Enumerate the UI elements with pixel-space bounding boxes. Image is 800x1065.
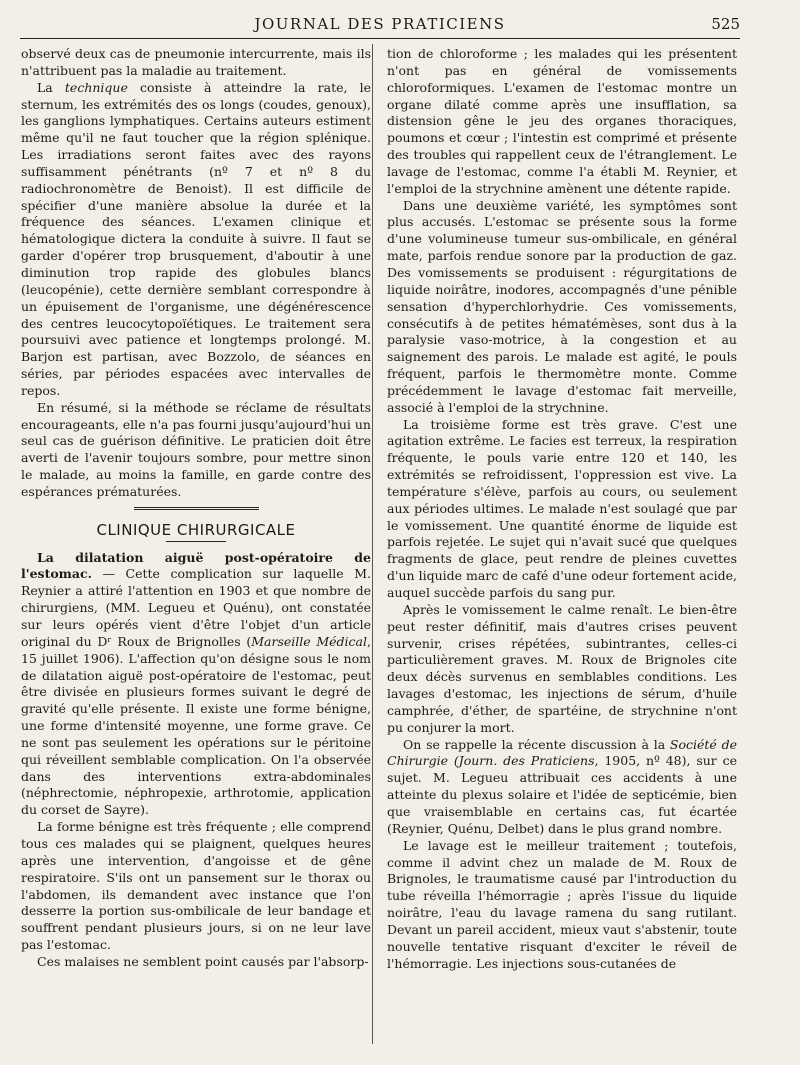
paragraph bbox=[21, 80, 371, 400]
journal-title: JOURNAL DES PRATICIENS bbox=[254, 15, 506, 33]
right-column bbox=[387, 46, 737, 972]
title-rule bbox=[166, 541, 226, 542]
paragraph bbox=[387, 737, 737, 838]
article-title: La dilatation aiguë post-opératoire de l'estomac. bbox=[21, 549, 371, 582]
text-run: — Cette complication sur laquelle M. Reynier a attiré l'attention en 1903 et que nombre de chirurgiens, (MM. Legueu et Quénu), ont constatée sur leurs opérés vient d'être l'objet d'un article original du Dʳ Roux de Brignolles ( bbox=[21, 566, 371, 649]
left-column bbox=[21, 46, 371, 971]
italic-text: Marseille Médical bbox=[251, 633, 367, 649]
paragraph bbox=[21, 550, 371, 820]
text-run: La bbox=[37, 79, 65, 95]
text-run: , 1905, nº 48), sur ce sujet. M. Legueu attribuait ces accidents à une atteinte du plexus solaire et l'idée de septicémie, bien que vraisemblable en certains cas, fut écartée (Reynier, Quénu, Delbet) dans le plus grand nombre. bbox=[387, 753, 737, 836]
section-title: CLINIQUE CHIRURGICALE bbox=[96, 520, 296, 539]
text-run: consiste à atteindre la rate, le sternum, les extrémités des os longs (coudes, genoux), les ganglions lymphatiques. Certains auteurs estiment même qu'il ne faut toucher que la région splénique. Les irradiations seront faites avec des rayons suffisamment pénétrants (nº 7 et nº 8 du radiochronomètre de Benoist). Il est difficile de spécifier d'une manière absolue la durée et la fréquence des séances. L'examen clinique et hématologique dictera la conduite à suivre. Il faut se garder d'opérer trop brusquement, d'aboutir à une diminution trop rapide des globules blancs (leucopénie), cette dernière semblant correspondre à un épuisement de l'organisme, une dégénérescence des centres leucocytopoïétiques. Le traitement sera poursuivi avec patience et longtemps prolongé. M. Barjon est partisan, avec Bozzolo, de séances en séries, par périodes espacées avec intervalles de repos. bbox=[21, 79, 371, 398]
paragraph: Le lavage est le meilleur traitement ; toutefois, comme il advint chez un malade de M. Roux de Brignoles, le traumatisme causé par l'introduction du tube réveilla l'hémorragie ; après l'issue du liquide noirâtre, l'eau du lavage ramena du sang rutilant. Devant un pareil accident, mieux vaut s'abstenir, toute nouvelle tentative risquant d'exciter le réveil de l'hémorragie. Les injections sous-cutanées de bbox=[387, 837, 737, 971]
paragraph: Dans une deuxième variété, les symptômes sont plus accusés. L'estomac se présente sous la forme d'une volumineuse tumeur sus-ombilicale, en général mate, parfois rendue sonore par la production de gaz. Des vomissements se produisent : régurgitations de liquide noirâtre, inodores, accompagnés d'une pénible sensation d'hyperchlorhydrie. Ces vomissements, consécutifs à de petites hématémèses, sont dus à la paralysie vaso-motrice, à la congestion et au saignement des parois. Le malade est agité, le pouls fréquent, parfois le thermomètre monte. Comme précédemment le lavage d'estomac fait merveille, associé à l'emploi de la strychnine. bbox=[387, 197, 737, 415]
text-run: , 15 juillet 1906). L'affection qu'on désigne sous le nom de dilatation aiguë post-opératoire de l'estomac, peut être divisée en plusieurs formes suivant le degré de gravité qu'elle présente. Il existe une forme bénigne, une forme d'intensité moyenne, une forme grave. Ce ne sont pas seulement les opérations sur le péritoine qui réveillent semblable complication. On l'a observée dans des interventions extra-abdominales (néphrectomie, néphropexie, arthrotomie, application du corset de Sayre). bbox=[21, 633, 371, 818]
italic-text: Société de Chirurgie (Journ. des Praticiens bbox=[387, 736, 737, 769]
column-divider bbox=[372, 44, 373, 1044]
page-header bbox=[20, 12, 740, 39]
page-number: 525 bbox=[711, 15, 740, 33]
paragraph: Après le vomissement le calme renaît. Le bien-être peut rester définitif, mais d'autres crises peuvent survenir, crises répétées, subintrantes, celles-ci particulièrement graves. M. Roux de Brignoles cite deux décès survenus en semblables conditions. Les lavages d'estomac, les injections de sérum, d'huile camphrée, d'éther, de spartéine, de strychnine n'ont pu conjurer la mort. bbox=[387, 601, 737, 735]
paragraph: observé deux cas de pneumonie intercurrente, mais ils n'attribuent pas la maladie au traitement. bbox=[21, 46, 371, 78]
paragraph: En résumé, si la méthode se réclame de résultats encourageants, elle n'a pas fourni jusqu'aujourd'hui un seul cas de guérison définitive. Le praticien doit être averti de l'avenir toujours sombre, pour mettre sinon le malade, au moins la famille, en garde contre des espérances prématurées. bbox=[21, 399, 371, 499]
paragraph: La troisième forme est très grave. C'est une agitation extrême. Le facies est terreux, la respiration fréquente, le pouls varie entre 120 et 140, les extrémités se refroidissent, l'oppression est vive. La température s'élève, parfois au cours, ou seulement aux périodes ultimes. Le malade n'est soulagé que par le vomissement. Une quantité énorme de liquide est parfois rejetée. Le sujet qui n'avait sucé que quelques fragments de glace, peut rendre de pleines cuvettes d'un liquide marc de café d'une odeur fortement acide, auquel succède parfois du sang pur. bbox=[387, 416, 737, 600]
paragraph: La forme bénigne est très fréquente ; elle comprend tous ces malades qui se plaignent, quelques heures après une intervention, d'angoisse et de gêne respiratoire. S'ils ont un pansement sur le thorax ou l'abdomen, ils demandent avec instance que l'on desserre la portion sus-ombilicale de leur bandage et souffrent pendant plusieurs jours, si on ne leur lave pas l'estomac. bbox=[21, 819, 371, 953]
italic-text: technique bbox=[64, 79, 128, 95]
paragraph: Ces malaises ne semblent point causés par l'absorp- bbox=[37, 953, 369, 969]
section-separator bbox=[134, 507, 259, 512]
text-run: On se rappelle la récente discussion à la bbox=[403, 736, 670, 752]
paragraph: tion de chloroforme ; les malades qui les présentent n'ont pas en général de vomissements chloroformiques. L'examen de l'estomac montre un organe dilaté comme après une insufflation, sa distension gêne le jeu des organes thoraciques, poumons et cœur ; l'intestin est comprimé et présente des troubles qui rappellent ceux de l'étranglement. Le lavage de l'estomac, comme l'a établi M. Reynier, et l'emploi de la strychnine amènent une détente rapide. bbox=[387, 46, 737, 196]
